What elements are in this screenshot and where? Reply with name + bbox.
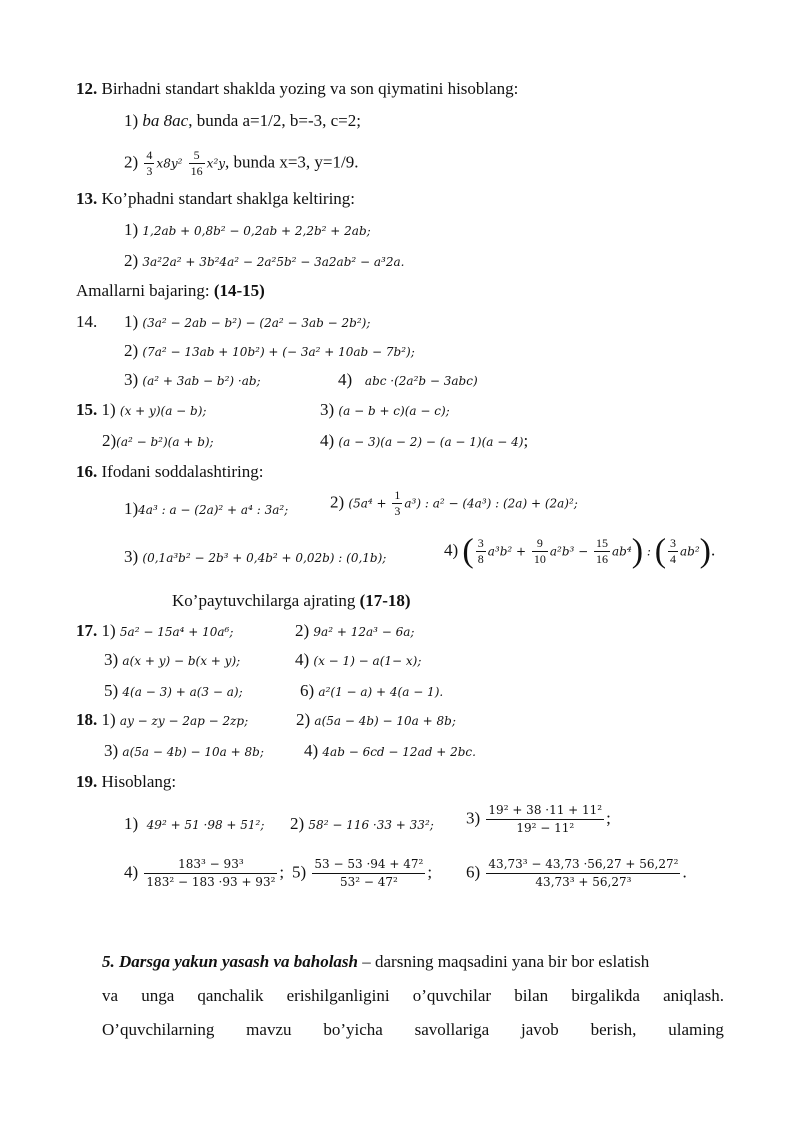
denominator: 10 — [533, 552, 546, 566]
item-label: 2) — [295, 621, 310, 640]
task-19-item-4 — [124, 856, 284, 891]
word: O’quvchilarning — [102, 1020, 215, 1039]
task-text: Ifodani soddalashtiring: — [97, 462, 264, 481]
denominator: 8 — [477, 552, 484, 566]
task-19-item-3 — [466, 802, 611, 837]
item-label: 2) — [124, 152, 139, 172]
word: o’quvchilar — [412, 986, 492, 1005]
task-19-item-5 — [292, 856, 432, 891]
denominator: 183² − 183 ·93 + 93² — [146, 875, 276, 889]
numerator: 53 − 53 ·94 + 47² — [312, 856, 425, 874]
item-label: 3) — [124, 547, 139, 566]
word: bo’yicha — [323, 1020, 383, 1039]
expression-end: . — [682, 862, 687, 882]
task-17-item-5 — [104, 680, 243, 703]
fraction — [532, 536, 548, 567]
item-label: 3) — [104, 650, 119, 669]
item-label: 1) — [124, 111, 139, 130]
expression: 4ab − 6cd − 12ad + 2bc. — [322, 745, 476, 759]
word: savollariga — [414, 1020, 490, 1039]
word: aniqlash. — [663, 986, 724, 1005]
item-label: 1) — [101, 400, 116, 419]
section-heading-17-18 — [172, 590, 411, 612]
task-text: Ko’phadni standart shaklga keltiring: — [97, 189, 356, 208]
right-paren: ) — [699, 532, 711, 570]
word: va — [102, 986, 119, 1005]
condition: , bunda x=3, y=1/9. — [225, 152, 359, 172]
task-15-item-2 — [102, 430, 214, 453]
word: berish, — [590, 1020, 637, 1039]
task-15-item-4 — [320, 430, 528, 453]
expression: a²(1 − a) + 4(a − 1). — [318, 685, 444, 699]
expression: 58² − 116 ·33 + 33²; — [308, 818, 434, 832]
paragraph-line — [102, 979, 724, 1013]
expression: a(5a − 4b) − 10a + 8b; — [314, 714, 456, 728]
word: unga — [141, 986, 175, 1005]
item-label: 2) — [290, 814, 305, 833]
item-label: 5) — [104, 681, 119, 700]
left-paren: ( — [462, 532, 474, 570]
expression: x²y — [206, 156, 226, 171]
task-12-item-1 — [124, 110, 361, 132]
expression-end: ; — [523, 431, 529, 450]
item-label: 4) — [444, 540, 459, 560]
item-label: 1) — [124, 814, 139, 833]
item-label: 2) — [124, 251, 139, 270]
word: javob — [521, 1020, 559, 1039]
expression: a³b² + — [487, 544, 530, 559]
item-label: 2) — [102, 431, 117, 450]
task-number: 15. — [76, 400, 98, 419]
numerator: 19² + 38 ·11 + 11² — [486, 802, 604, 820]
task-19-item-2 — [290, 813, 434, 836]
task-16-heading — [76, 461, 263, 483]
task-14-item-1 — [124, 311, 370, 334]
task-17-item-6 — [300, 680, 443, 703]
conclusion-paragraph — [102, 945, 724, 1047]
fraction — [486, 802, 604, 837]
item-label: 3) — [466, 808, 481, 828]
section-heading-14-15 — [76, 280, 265, 302]
fraction — [144, 856, 277, 891]
expression-end: ; — [427, 862, 433, 882]
item-label: 2) — [124, 341, 139, 360]
item-label: 3) — [320, 400, 335, 419]
word: qanchalik — [197, 986, 264, 1005]
numerator: 3 — [477, 536, 484, 550]
paragraph-text: – darsning maqsadini yana bir bor eslatish — [358, 952, 650, 971]
expression: (a − 3)(a − 2) − (a − 1)(a − 4) — [338, 435, 524, 449]
task-15-item-3 — [320, 399, 450, 422]
item-label: 1) — [101, 710, 116, 729]
task-12-heading — [76, 78, 518, 100]
expression: (a² + 3ab − b²) ·ab; — [142, 374, 261, 388]
task-number: 12. — [76, 79, 98, 98]
item-label: 2) — [330, 492, 345, 512]
heading-range: (17-18) — [359, 591, 411, 610]
item-label: 4) — [295, 650, 310, 669]
expression: ab⁴ — [612, 544, 632, 559]
expression: (7a² − 13ab + 10b²) + (− 3a² + 10ab − 7b²); — [142, 345, 415, 359]
task-16-item-2 — [330, 488, 578, 519]
task-number: 19. — [76, 772, 98, 791]
fraction — [476, 536, 486, 567]
expression: (x − 1) − a(1− x); — [313, 654, 422, 668]
fraction — [189, 148, 205, 179]
numerator: 5 — [189, 148, 205, 164]
numerator: 1 — [394, 488, 401, 502]
task-16-item-1 — [124, 498, 288, 521]
expression: 3a²2a² + 3b²4a² − 2a²5b² − 3a2ab² − a³2a. — [142, 255, 405, 269]
task-number: 16. — [76, 462, 98, 481]
denominator: 53² − 47² — [339, 875, 398, 889]
task-13-item-2 — [124, 250, 404, 273]
task-13-item-1 — [124, 219, 371, 242]
task-17-item-1 — [76, 620, 233, 643]
expression: x8y² — [156, 156, 183, 171]
expression: (5a⁴ + — [348, 496, 391, 511]
word: bilan — [514, 986, 549, 1005]
heading-range: (14-15) — [213, 281, 265, 300]
item-label: 6) — [300, 681, 315, 700]
task-12-item-2 — [124, 148, 358, 179]
expression: 5a² − 15a⁴ + 10a⁶; — [119, 625, 234, 639]
expression: ba 8ac — [142, 111, 189, 130]
expression: 1,2ab + 0,8b² − 0,2ab + 2,2b² + 2ab; — [142, 224, 371, 238]
item-label: 1) — [124, 499, 139, 518]
task-14-number: 14. — [76, 312, 98, 331]
expression: 9a² + 12a³ − 6a; — [313, 625, 415, 639]
expression: (x + y)(a − b); — [119, 404, 207, 418]
right-paren: ) — [631, 532, 644, 570]
word: birgalikda — [571, 986, 640, 1005]
task-19-item-1 — [124, 813, 264, 836]
paragraph-line — [102, 945, 724, 979]
task-number: 17. — [76, 621, 98, 640]
task-18-item-3 — [104, 740, 264, 763]
task-text: Hisoblang: — [97, 772, 177, 791]
task-number: 18. — [76, 710, 98, 729]
expression: (a² − b²)(a + b); — [116, 435, 214, 449]
item-label: 4) — [338, 370, 353, 389]
denominator: 4 — [670, 552, 677, 566]
task-14-item-4 — [338, 369, 478, 392]
task-16-item-4 — [444, 532, 716, 570]
numerator: 3 — [670, 536, 677, 550]
denominator: 3 — [394, 504, 401, 518]
expression: (3a² − 2ab − b²) − (2a² − 3ab − 2b²); — [142, 316, 371, 330]
heading-text: Ko’paytuvchilarga ajrating — [172, 591, 360, 610]
task-16-item-3 — [124, 546, 386, 569]
divide-sign: : — [643, 544, 655, 559]
fraction — [312, 856, 425, 891]
task-17-item-2 — [295, 620, 414, 643]
task-17-item-3 — [104, 649, 240, 672]
expression-end: . — [711, 540, 716, 560]
paragraph-line — [102, 1013, 724, 1047]
expression: (a − b + c)(a − c); — [338, 404, 450, 418]
denominator: 43,73³ + 56,27³ — [535, 875, 632, 889]
word: erishilganligini — [286, 986, 390, 1005]
fraction — [486, 856, 680, 891]
expression: a²b³ − — [549, 544, 593, 559]
item-label: 2) — [296, 710, 311, 729]
task-17-item-4 — [295, 649, 421, 672]
task-14-item-3 — [124, 369, 261, 392]
numerator: 43,73³ − 43,73 ·56,27 + 56,27² — [486, 856, 680, 874]
item-label: 6) — [466, 862, 481, 882]
denominator: 16 — [596, 552, 609, 566]
task-14-item-2 — [124, 340, 415, 363]
numerator: 9 — [532, 536, 548, 552]
task-13-heading — [76, 188, 355, 210]
task-18-item-1 — [76, 709, 248, 732]
fraction — [668, 536, 678, 567]
denominator: 16 — [190, 164, 203, 178]
task-18-item-2 — [296, 709, 456, 732]
fraction — [144, 148, 154, 179]
expression: abc ·(2a²b − 3abc) — [364, 374, 478, 388]
task-19-heading — [76, 771, 176, 793]
expression-end: ; — [606, 808, 611, 828]
numerator: 4 — [146, 148, 153, 162]
expression: 4a³ : a − (2a)² + a⁴ : 3a²; — [138, 503, 289, 517]
heading-text: Amallarni bajaring: — [76, 281, 214, 300]
item-label: 5) — [292, 862, 307, 882]
expression: ab² — [680, 544, 700, 559]
expression: (0,1a³b² − 2b³ + 0,4b² + 0,02b) : (0,1b); — [142, 551, 387, 565]
task-text: Birhadni standart shaklda yozing va son qiymatini hisoblang: — [97, 79, 519, 98]
expression: a(5a − 4b) − 10a + 8b; — [122, 745, 264, 759]
condition: , bunda a=1/2, b=-3, c=2; — [188, 111, 361, 130]
numerator: 183³ − 93³ — [144, 856, 277, 874]
item-label: 1) — [101, 621, 116, 640]
task-19-item-6 — [466, 856, 687, 891]
expression: a³) : a² − (4a³) : (2a) + (2a)²; — [404, 496, 578, 511]
left-paren: ( — [654, 532, 667, 570]
line-text — [102, 945, 649, 979]
fraction — [392, 488, 402, 519]
fraction — [594, 536, 610, 567]
item-label: 1) — [124, 312, 139, 331]
paragraph-lead: 5. Darsga yakun yasash va baholash — [102, 952, 358, 971]
task-18-item-4 — [304, 740, 476, 763]
expression: 49² + 51 ·98 + 51²; — [146, 818, 265, 832]
expression: 4(a − 3) + a(3 − a); — [122, 685, 243, 699]
task-number: 13. — [76, 189, 98, 208]
word: mavzu — [246, 1020, 292, 1039]
denominator: 3 — [146, 164, 153, 178]
item-label: 4) — [304, 741, 319, 760]
expression: a(x + y) − b(x + y); — [122, 654, 241, 668]
item-label: 4) — [320, 431, 335, 450]
item-label: 4) — [124, 862, 139, 882]
item-label: 3) — [124, 370, 139, 389]
denominator: 19² − 11² — [516, 821, 575, 835]
word: ulaming — [668, 1020, 724, 1039]
item-label: 3) — [104, 741, 119, 760]
expression: ay − zy − 2ap − 2zp; — [119, 714, 249, 728]
task-15-item-1 — [76, 399, 206, 422]
numerator: 15 — [596, 536, 609, 550]
item-label: 1) — [124, 220, 139, 239]
expression-end: ; — [279, 862, 285, 882]
